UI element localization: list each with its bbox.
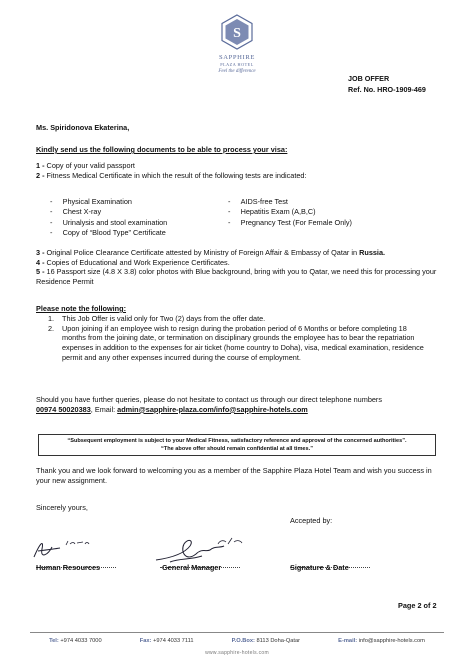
reference-number: Ref. No. HRO-1909-469 [348,84,426,94]
test-item: - Copy of “Blood Type” Certificate [50,228,166,238]
contact-email-link[interactable]: admin@sapphire-plaza.com/info@sapphire-hotels.com [117,404,308,414]
notes-list [48,314,428,362]
note-item: 2. Upon joining if an employee wish to resign during the probation period of 6 Months or before completing 18 months from the joining date, or termination on disciplinary grounds the employee has to bear the repatriation expenses in addition to the expenses for air ticket (home country to Doha), visa, medical examination, residence permit and any other expenses incurred during the course of employment. [48,323,424,362]
logo-subname: PLAZA HOTEL [220,62,254,68]
notice-line-1: “Subsequent employment is subject to your Medical Fitness, satisfactory reference and approval of the concerned authorities”. [67,438,407,444]
document-type: JOB OFFER [348,74,390,83]
footer-fax: Fax: +974 4033 7111 [139,638,194,644]
contact-email-label: , Email: [90,404,118,414]
document-item-1: 1 - Copy of your valid passport [36,161,135,170]
intro-heading: Kindly send us the following documents to be able to process your visa: [36,145,288,154]
tests-right [228,197,428,228]
closing-paragraph: Thank you and we look forward to welcoming you as a member of the Sapphire Plaza Hotel Team and wish you success in your new assignment. [36,466,432,485]
contact-phone[interactable]: 00974 50020383 [36,404,91,414]
documents-list [36,161,436,180]
notice-line-2: “The above offer should remain confidential at all times.” [161,445,313,452]
footer-divider [30,632,444,633]
document-item-4: 4 - Copies of Educational and Work Experience Certificates. [36,257,230,267]
document-item-5: 5 - 16 Passport size (4.8 X 3.8) color photos with Blue background, bring with you to Qatar, we need this for processing your Residence Permit [36,267,437,286]
salutation: Ms. Spiridonova Ekaterina, [36,123,130,132]
tests-left [50,197,220,238]
header-block [348,74,426,96]
confidentiality-notice [38,434,436,456]
footer-pobox: P.O.Box: 8113 Doha-Qatar [231,638,301,644]
notes-heading: Please note the following: [36,304,127,313]
hr-label: Human Resources [36,563,101,572]
test-item: - Physical Examination [50,197,132,206]
document-item-2: 2 - Fitness Medical Certificate in which the result of the following tests are indicated: [36,170,307,180]
test-item: - Hepatitis Exam (A,B,C) [228,207,316,217]
footer-website[interactable]: www.sapphire-hotels.com [205,650,269,656]
footer-tel: Tel: +974 4033 7000 [49,638,102,644]
contact-text: Should you have further queries, please do not hesitate to contact us through our direct telephone numbers [36,395,383,404]
gm-label: General Manager [162,563,222,572]
footer-email[interactable]: E-mail: info@sapphire-hotels.com [338,638,425,644]
hotel-logo [205,14,269,75]
page-number: Page 2 of 2 [398,601,437,610]
logo-name: SAPPHIRE [219,53,255,61]
svg-text:S: S [233,26,241,41]
footer-contact [30,638,444,646]
documents-list-cont [36,248,438,287]
document-item-3: 3 - Original Police Clearance Certificate attested by Ministry of Foreign Affair & Embassy of Qatar in Russia. [36,248,386,257]
logo-tagline: Feel the difference [218,68,256,74]
test-item: - Pregnancy Test (For Female Only) [228,217,352,227]
contact-paragraph [36,395,438,414]
hr-signature-icon [30,535,100,565]
test-item: - Chest X-ray [50,207,102,217]
signature-date-label: Signature & Date [290,563,349,572]
test-item: - AIDS-free Test [228,197,288,206]
sapphire-emblem-icon [220,14,254,50]
accepted-by: Accepted by: [290,516,333,525]
note-item: 1. This Job Offer is valid only for Two (2) days from the offer date. [48,314,266,323]
test-item: - Urinalysis and stool examination [50,217,168,227]
closing-regards: Sincerely yours, [36,503,88,512]
